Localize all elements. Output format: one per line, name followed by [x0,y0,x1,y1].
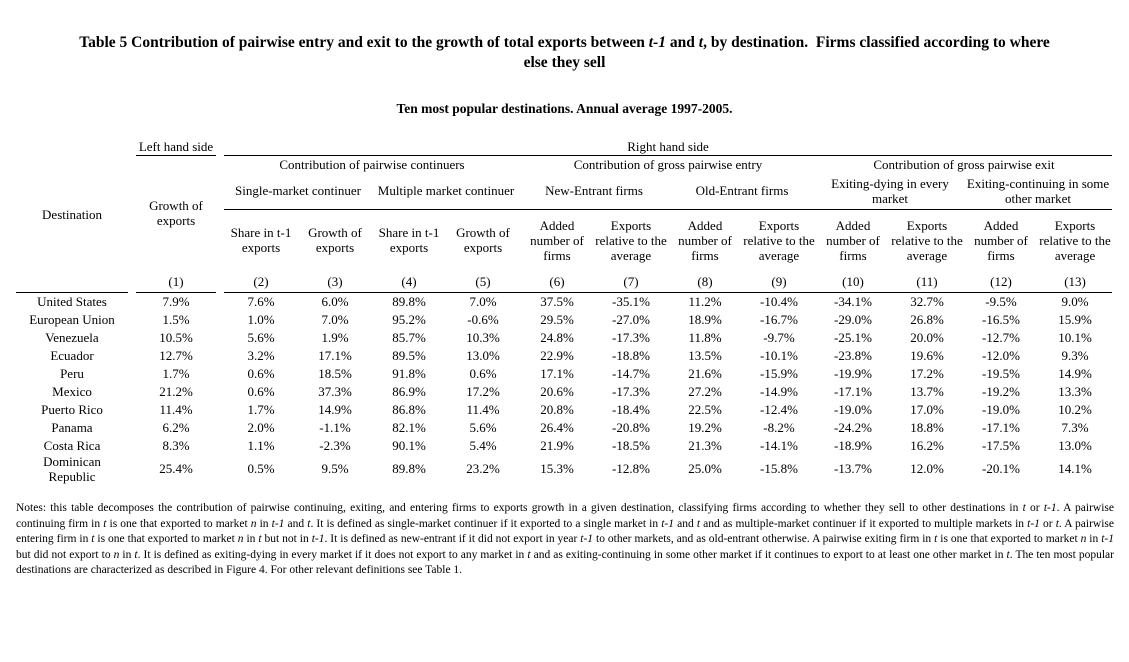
destination-cell: European Union [29,311,115,327]
value-cell: 0.6% [247,365,275,381]
value-cell: 13.7% [910,383,944,399]
value-cell: 85.7% [392,329,426,345]
value-cell: -25.1% [834,329,872,345]
column-number: (1) [136,272,216,293]
destination-cell: Puerto Rico [41,401,103,417]
value-cell: -10.4% [760,293,798,309]
column-gap [216,437,224,455]
value-cell: -14.9% [760,383,798,399]
column-header: Growth of exports [456,225,510,256]
value-cell: -34.1% [834,293,872,309]
value-cell: 1.7% [162,365,190,381]
value-cell: -9.7% [763,329,795,345]
value-cell: 89.5% [392,347,426,363]
value-cell: 19.2% [688,419,722,435]
column-header: Share in t-1 exports [378,225,440,256]
value-cell: 26.4% [540,419,574,435]
value-cell: -29.0% [834,311,872,327]
destination-header: Destination [16,139,128,293]
column-gap [128,455,136,484]
value-cell: -17.1% [834,383,872,399]
value-cell: -19.2% [982,383,1020,399]
table-subtitle: Ten most popular destinations. Annual average 1997-2005. [396,100,733,116]
value-cell: -12.4% [760,401,798,417]
value-cell: 18.9% [688,311,722,327]
table-row [16,329,1112,347]
value-cell: 14.9% [318,401,352,417]
column-gap [128,329,136,347]
destination-cell: Mexico [52,383,92,399]
destination-cell: Ecuador [50,347,94,363]
value-cell: -19.5% [982,365,1020,381]
value-cell: 15.9% [1058,311,1092,327]
value-cell: 86.9% [392,383,426,399]
column-gap [216,347,224,365]
column-number: (10) [816,272,890,293]
value-cell: 21.6% [688,365,722,381]
table-row [16,347,1112,365]
value-cell: -14.1% [760,437,798,453]
value-cell: 14.1% [1058,461,1092,477]
column-number: (7) [594,272,668,293]
value-cell: -23.8% [834,347,872,363]
value-cell: 9.3% [1061,347,1089,363]
table-row [16,419,1112,437]
value-cell: -18.5% [612,437,650,453]
column-header: Added number of firms [974,218,1028,263]
value-cell: 20.6% [540,383,574,399]
value-cell: -8.2% [763,419,795,435]
value-cell: 10.3% [466,329,500,345]
subgroup-exiting-dying: Exiting-dying in every market [816,174,964,210]
column-gap [216,139,224,293]
value-cell: -16.7% [760,311,798,327]
column-gap [216,329,224,347]
value-cell: -15.9% [760,365,798,381]
value-cell: 18.5% [318,365,352,381]
value-cell: -16.5% [982,311,1020,327]
value-cell: 13.5% [688,347,722,363]
column-number: (5) [446,272,520,293]
value-cell: -27.0% [612,311,650,327]
group-header-entry: Contribution of gross pairwise entry [573,156,763,172]
column-gap [216,311,224,329]
right-hand-side-header: Right hand side [224,139,1112,156]
value-cell: -12.0% [982,347,1020,363]
value-cell: 0.6% [247,383,275,399]
value-cell: 29.5% [540,311,574,327]
value-cell: 17.1% [318,347,352,363]
column-gap [128,139,136,293]
column-gap [128,293,136,311]
value-cell: 17.1% [540,365,574,381]
column-gap [128,437,136,455]
value-cell: 14.9% [1058,365,1092,381]
column-gap [128,311,136,329]
column-number: (12) [964,272,1038,293]
destination-cell: Dominican Republic [43,453,101,484]
value-cell: 7.6% [247,293,275,309]
value-cell: 91.8% [392,365,426,381]
destination-cell: Costa Rica [43,437,101,453]
value-cell: 25.0% [688,461,722,477]
value-cell: -1.1% [319,419,351,435]
column-header: Added number of firms [678,218,732,263]
value-cell: -13.7% [834,461,872,477]
value-cell: 13.0% [466,347,500,363]
table-row [16,383,1112,401]
value-cell: 10.2% [1058,401,1092,417]
column-gap [128,347,136,365]
value-cell: -9.5% [985,293,1017,309]
group-header-exit: Contribution of gross pairwise exit [873,156,1055,172]
value-cell: 21.9% [540,437,574,453]
value-cell: -12.7% [982,329,1020,345]
column-header: Exports relative to the average [743,218,815,263]
column-gap [128,383,136,401]
column-number: (4) [372,272,446,293]
value-cell: 20.0% [910,329,944,345]
column-number: (9) [742,272,816,293]
column-header: Added number of firms [530,218,584,263]
table-notes: Notes: this table decomposes the contribution of pairwise continuing, exiting, and entering firms to exports growth in a given destination, classifying firms according to whether they sell to other destinations in t or t-1. A pairwise continuing firm in t is one that exported to market n in t-1 and t. It is defined as single-market continuer if it exported to a single market in t-1 and t and as multiple-market continuer if it exported to multiple markets in t-1 or t. A pairwise entering firm in t is one that exported to market n in t but not in t-1. It is defined as new-entrant if it did not export in year t-1 to other markets, and as old-entrant otherwise. A pairwise exiting firm in t is one that exported to market n in t-1 but did not export to n in t. It is defined as exiting-dying in every market if it does not export to any market in t and as exiting-continuing in some other market if it continues to export to at least one other market in t. The ten most popular destinations are characterized as described in Figure 4. For other relevant definitions see Table 1. [16,502,1114,576]
value-cell: -17.3% [612,383,650,399]
value-cell: 12.7% [159,347,193,363]
value-cell: 89.8% [392,293,426,309]
table-row [16,293,1112,311]
table-body [16,293,1112,484]
column-gap [216,365,224,383]
value-cell: 13.0% [1058,437,1092,453]
destination-cell: Peru [60,365,84,381]
destination-cell: United States [37,293,107,309]
destination-cell: Panama [51,419,93,435]
growth-of-exports-header: Growth of exports [149,198,203,229]
value-cell: 2.0% [247,419,275,435]
column-number: (11) [890,272,964,293]
column-number: (8) [668,272,742,293]
value-cell: -18.8% [612,347,650,363]
subgroup-old-entrant-firms: Old-Entrant firms [668,174,816,210]
value-cell: 24.8% [540,329,574,345]
value-cell: 17.0% [910,401,944,417]
value-cell: 11.4% [466,401,500,417]
value-cell: -18.9% [834,437,872,453]
table-title: Table 5 Contribution of pairwise entry and exit to the growth of total exports between t-1 and t, by destination. Firms classified according to where else they sell [79,34,1050,72]
value-cell: 9.0% [1061,293,1089,309]
column-number: (2) [224,272,298,293]
column-header: Growth of exports [308,225,362,256]
left-hand-side-header: Left hand side [136,139,216,156]
value-cell: 17.2% [466,383,500,399]
value-cell: 82.1% [392,419,426,435]
value-cell: 19.6% [910,347,944,363]
value-cell: 11.8% [688,329,722,345]
value-cell: 0.5% [247,461,275,477]
column-gap [216,419,224,437]
value-cell: -24.2% [834,419,872,435]
value-cell: 17.2% [910,365,944,381]
value-cell: -17.5% [982,437,1020,453]
value-cell: 7.0% [321,311,349,327]
value-cell: -20.1% [982,461,1020,477]
value-cell: 16.2% [910,437,944,453]
subgroup-multiple-market-continuer: Multiple market continuer [372,174,520,210]
value-cell: -19.9% [834,365,872,381]
value-cell: 1.5% [162,311,190,327]
value-cell: 27.2% [688,383,722,399]
value-cell: 18.8% [910,419,944,435]
column-gap [216,455,224,484]
value-cell: 25.4% [159,461,193,477]
value-cell: 1.0% [247,311,275,327]
value-cell: 89.8% [392,461,426,477]
column-gap [216,293,224,311]
table-row [16,401,1112,419]
value-cell: 90.1% [392,437,426,453]
value-cell: 12.0% [910,461,944,477]
value-cell: 0.6% [469,365,497,381]
value-cell: 37.3% [318,383,352,399]
value-cell: 6.0% [321,293,349,309]
value-cell: 1.7% [247,401,275,417]
value-cell: 95.2% [392,311,426,327]
column-gap [216,383,224,401]
value-cell: 10.1% [1058,329,1092,345]
value-cell: 86.8% [392,401,426,417]
value-cell: 26.8% [910,311,944,327]
column-gap [128,401,136,419]
value-cell: 23.2% [466,461,500,477]
column-gap [216,401,224,419]
value-cell: 5.6% [469,419,497,435]
column-header: Exports relative to the average [1039,218,1111,263]
column-header: Exports relative to the average [595,218,667,263]
value-cell: -0.6% [467,311,499,327]
column-header: Share in t-1 exports [230,225,292,256]
value-cell: 32.7% [910,293,944,309]
column-number: (6) [520,272,594,293]
column-header: Exports relative to the average [891,218,963,263]
value-cell: -19.0% [834,401,872,417]
value-cell: -20.8% [612,419,650,435]
table-row [16,455,1112,484]
value-cell: 9.5% [321,461,349,477]
value-cell: 21.3% [688,437,722,453]
value-cell: 7.3% [1061,419,1089,435]
value-cell: -35.1% [612,293,650,309]
value-cell: -14.7% [612,365,650,381]
value-cell: -17.1% [982,419,1020,435]
value-cell: 8.3% [162,437,190,453]
subgroup-new-entrant-firms: New-Entrant firms [520,174,668,210]
value-cell: 7.9% [162,293,190,309]
value-cell: 22.5% [688,401,722,417]
column-gap [128,365,136,383]
value-cell: 15.3% [540,461,574,477]
value-cell: -19.0% [982,401,1020,417]
value-cell: -17.3% [612,329,650,345]
column-header: Added number of firms [826,218,880,263]
value-cell: 7.0% [469,293,497,309]
column-gap [128,419,136,437]
value-cell: 11.2% [688,293,722,309]
value-cell: 1.1% [247,437,275,453]
value-cell: 21.2% [159,383,193,399]
column-number: (13) [1038,272,1112,293]
value-cell: 20.8% [540,401,574,417]
table-row [16,365,1112,383]
destination-cell: Venezuela [45,329,99,345]
subgroup-single-market-continuer: Single-market continuer [224,174,372,210]
value-cell: 13.3% [1058,383,1092,399]
subgroup-exiting-continuing: Exiting-continuing in some other market [964,174,1112,210]
value-cell: 22.9% [540,347,574,363]
value-cell: -12.8% [612,461,650,477]
value-cell: -2.3% [319,437,351,453]
value-cell: -15.8% [760,461,798,477]
value-cell: 5.4% [469,437,497,453]
data-table [16,139,1112,484]
value-cell: 1.9% [321,329,349,345]
value-cell: 5.6% [247,329,275,345]
table-row [16,437,1112,455]
value-cell: 6.2% [162,419,190,435]
value-cell: 10.5% [159,329,193,345]
table-row [16,311,1112,329]
value-cell: -18.4% [612,401,650,417]
value-cell: 37.5% [540,293,574,309]
column-number: (3) [298,272,372,293]
group-header-continuers: Contribution of pairwise continuers [279,156,465,172]
value-cell: 3.2% [247,347,275,363]
value-cell: -10.1% [760,347,798,363]
value-cell: 11.4% [159,401,193,417]
